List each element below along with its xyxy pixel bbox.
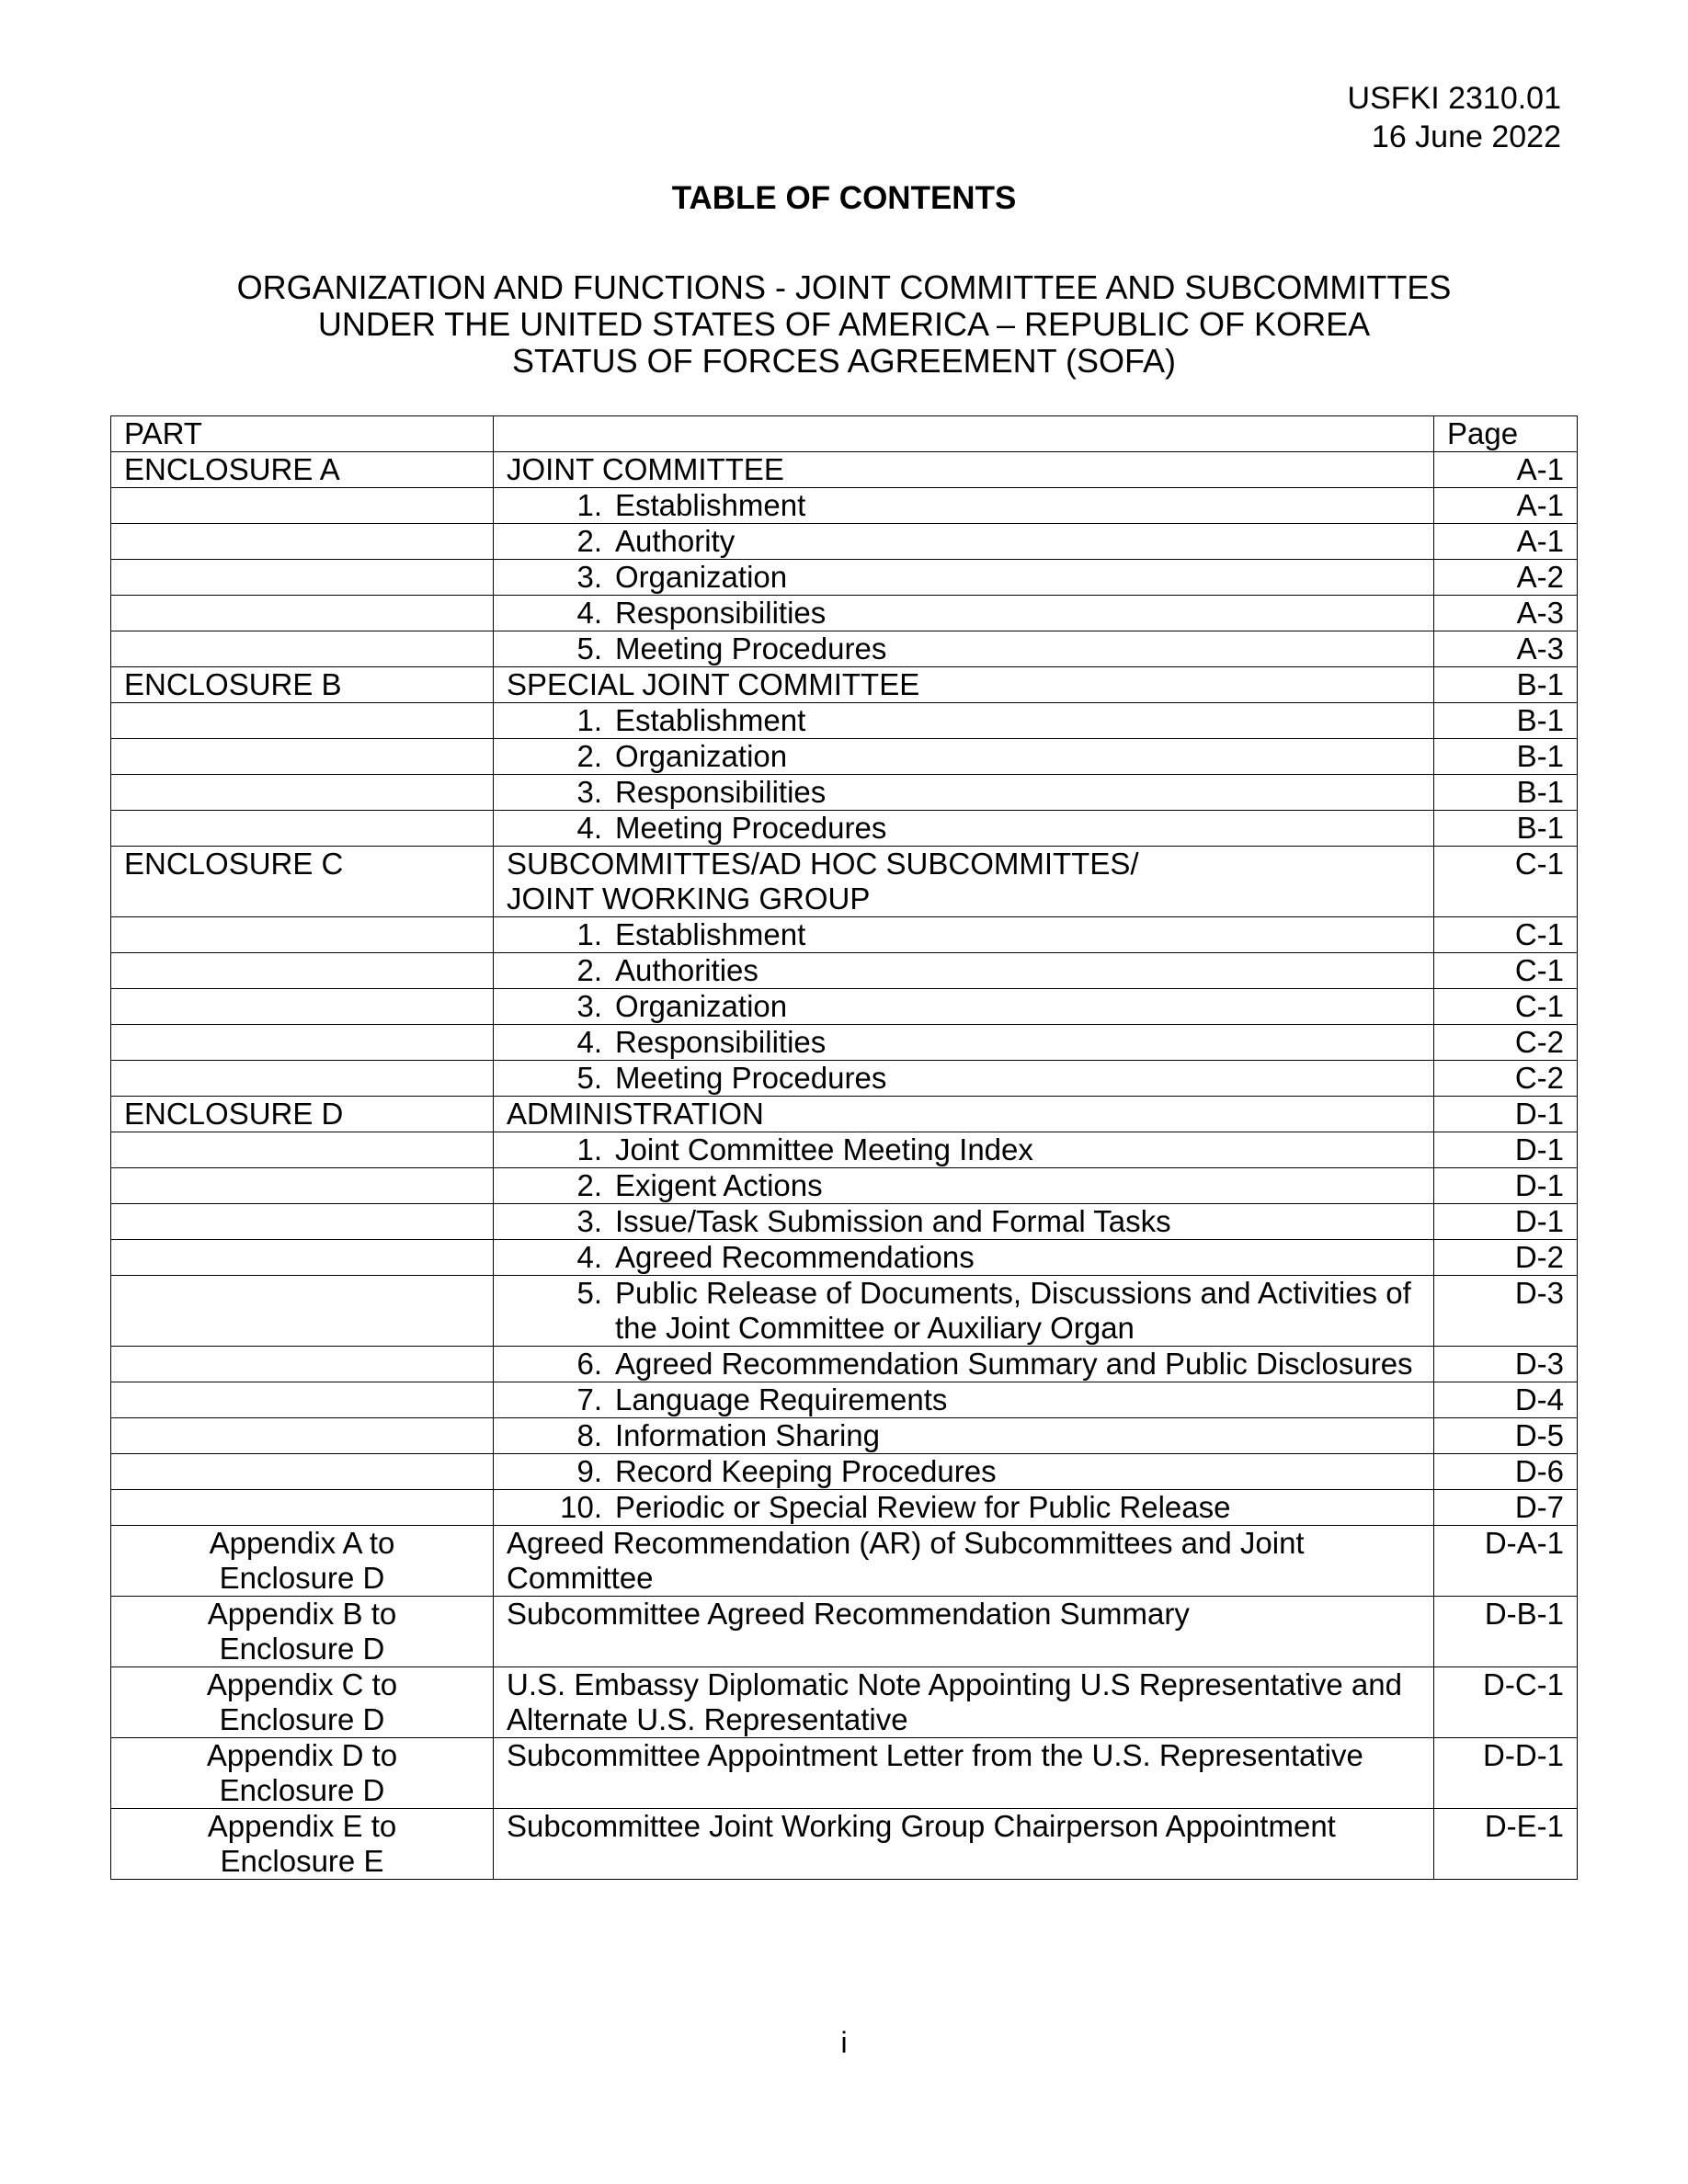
toc-row [111,1738,1578,1809]
item-cell [494,1382,1434,1418]
section-title: SPECIAL JOINT COMMITTEE [507,667,920,701]
item-number: 3. [576,560,602,594]
item-text [615,1025,1420,1060]
item-cell [494,488,1434,524]
page-ref-cell: D-B-1 [1434,1597,1578,1667]
item-text-line: Responsibilities [615,775,827,809]
toc-row [111,1097,1578,1132]
part-cell [111,1025,494,1061]
page-ref-cell: D-7 [1434,1490,1578,1526]
toc-row [111,631,1578,667]
part-label: Enclosure E [220,1844,384,1878]
item-text [615,1382,1420,1417]
part-label: Enclosure D [219,1561,385,1595]
item-text [615,1418,1420,1453]
page-ref-cell: C-2 [1434,1025,1578,1061]
toc-row [111,1061,1578,1097]
section-title: Committee [507,1561,654,1595]
item-cell [494,953,1434,989]
item-cell [494,1667,1434,1738]
item-cell [494,1454,1434,1490]
toc-row [111,1204,1578,1240]
section-title: ADMINISTRATION [507,1097,764,1131]
part-cell [111,560,494,596]
item-text [615,596,1420,631]
item-text [615,1061,1420,1096]
section-title: Subcommittee Appointment Letter from the U.S. Representative [507,1738,1363,1772]
part-cell [111,1276,494,1347]
item-text-line: Responsibilities [615,1025,827,1059]
part-label: Appendix D to [206,1738,398,1772]
item-number: 1. [576,1132,602,1166]
section-title: Agreed Recommendation (AR) of Subcommittees and Joint [507,1526,1305,1560]
toc-row [111,917,1578,953]
item-cell [494,1276,1434,1347]
item-cell [494,1490,1434,1526]
item-cell [494,1526,1434,1597]
part-cell [111,488,494,524]
document-header [1348,79,1561,156]
page-ref-cell: C-1 [1434,953,1578,989]
item-text-line: Agreed Recommendations [615,1240,975,1274]
item-cell [494,989,1434,1025]
item-text [615,703,1420,738]
item-text [615,917,1420,952]
page-ref-cell: D-3 [1434,1347,1578,1382]
item-text-line: Meeting Procedures [615,631,887,665]
part-cell [111,1667,494,1738]
toc-row [111,1347,1578,1382]
item-number: 2. [576,524,602,558]
item-cell [494,1418,1434,1454]
toc-row [111,1667,1578,1738]
item-text-line: Record Keeping Procedures [615,1454,997,1488]
item-cell [494,1347,1434,1382]
item-number: 9. [576,1454,602,1488]
part-cell [111,1240,494,1276]
part-cell [111,1061,494,1097]
item-text-line: Meeting Procedures [615,1061,887,1095]
item-text [615,1240,1420,1275]
part-cell [111,703,494,739]
item-number: 3. [576,775,602,809]
part-cell [111,1418,494,1454]
part-cell: ENCLOSURE C [111,847,494,917]
item-cell [494,1097,1434,1132]
item-text [615,1490,1420,1525]
item-number: 6. [576,1347,602,1381]
page-ref-cell: C-1 [1434,847,1578,917]
page-ref-cell: D-C-1 [1434,1667,1578,1738]
part-cell [111,596,494,631]
part-label: Enclosure D [219,1702,385,1736]
part-cell [111,1490,494,1526]
page-ref-cell: D-6 [1434,1454,1578,1490]
item-text-line: Authorities [615,953,758,987]
part-cell [111,1382,494,1418]
toc-row [111,524,1578,560]
part-cell [111,775,494,811]
toc-row [111,560,1578,596]
item-text-line: Organization [615,560,788,594]
page-ref-cell: A-1 [1434,524,1578,560]
page-ref-cell: C-2 [1434,1061,1578,1097]
item-cell [494,596,1434,631]
page-ref-cell: A-1 [1434,488,1578,524]
toc-row [111,989,1578,1025]
item-cell [494,1204,1434,1240]
toc-row [111,953,1578,989]
toc-row [111,1418,1578,1454]
item-text-line: Organization [615,989,788,1023]
item-cell [494,1132,1434,1168]
item-text-line: Establishment [615,917,806,951]
item-text [615,989,1420,1024]
page-ref-cell: A-1 [1434,452,1578,488]
toc-row [111,1490,1578,1526]
part-label: Appendix E to [207,1809,397,1843]
title-line: UNDER THE UNITED STATES OF AMERICA – REPUBLIC OF KOREA [317,305,1371,343]
toc-heading: TABLE OF CONTENTS [671,180,1017,216]
page-ref-cell: A-3 [1434,596,1578,631]
item-number: 4. [576,811,602,845]
page-ref-cell: C-1 [1434,989,1578,1025]
item-cell [494,1168,1434,1204]
part-cell [111,524,494,560]
part-cell [111,1132,494,1168]
page-ref-cell: D-4 [1434,1382,1578,1418]
page-ref-cell: D-2 [1434,1240,1578,1276]
page-ref-cell: D-1 [1434,1168,1578,1204]
item-cell [494,1597,1434,1667]
section-title: U.S. Embassy Diplomatic Note Appointing U.S Representative and [507,1667,1402,1701]
item-text-line: Language Requirements [615,1382,948,1416]
part-cell [111,1168,494,1204]
item-text [615,1454,1420,1489]
page-number: i [840,2026,848,2059]
section-title: JOINT COMMITTEE [507,452,784,486]
toc-row [111,811,1578,847]
part-label: Appendix C to [206,1667,398,1701]
document-date: 16 June 2022 [1371,119,1561,154]
item-cell [494,811,1434,847]
item-text [615,1132,1420,1167]
toc-row [111,703,1578,739]
item-text [615,739,1420,774]
item-cell [494,917,1434,953]
item-cell [494,560,1434,596]
item-text [615,631,1420,666]
item-number: 3. [576,989,602,1023]
title-line: STATUS OF FORCES AGREEMENT (SOFA) [511,342,1177,380]
item-cell [494,1738,1434,1809]
item-text-line: Establishment [615,703,806,737]
item-number: 5. [576,631,602,665]
page-column-header: Page [1434,416,1578,452]
item-number: 1. [576,488,602,522]
item-number: 3. [576,1204,602,1238]
toc-row [111,488,1578,524]
toc-row [111,1382,1578,1418]
toc-row [111,1454,1578,1490]
part-cell [111,917,494,953]
part-cell: ENCLOSURE B [111,667,494,703]
item-cell [494,775,1434,811]
toc-row [111,775,1578,811]
part-cell [111,1809,494,1880]
toc-row [111,452,1578,488]
page-ref-cell: D-5 [1434,1418,1578,1454]
part-cell [111,1347,494,1382]
part-label: Appendix A to [209,1526,395,1560]
part-label: Enclosure D [219,1632,385,1666]
toc-header-row [111,416,1578,452]
part-label: Appendix B to [207,1597,397,1631]
item-column-header [494,416,1434,452]
item-text-line: Information Sharing [615,1418,880,1452]
item-number: 1. [576,703,602,737]
page-ref-cell: A-3 [1434,631,1578,667]
page-ref-cell: A-2 [1434,560,1578,596]
item-text-line: Public Release of Documents, Discussions and Activities of [615,1276,1411,1310]
document-id: USFKI 2310.01 [1347,81,1561,116]
item-text-line: Establishment [615,488,806,522]
document-title [0,269,1688,380]
item-number: 10. [560,1490,602,1524]
section-title: Subcommittee Joint Working Group Chairperson Appointment [507,1809,1336,1843]
part-cell [111,1597,494,1667]
item-number: 5. [576,1276,602,1310]
item-text-line: Organization [615,739,788,773]
part-cell [111,1738,494,1809]
item-cell [494,703,1434,739]
item-number: 4. [576,596,602,630]
part-cell [111,631,494,667]
item-cell [494,524,1434,560]
part-cell [111,953,494,989]
toc-row [111,1240,1578,1276]
item-cell [494,739,1434,775]
page-ref-cell: D-D-1 [1434,1738,1578,1809]
item-text-line: Exigent Actions [615,1168,823,1202]
item-cell [494,1025,1434,1061]
part-cell [111,1454,494,1490]
page-ref-cell: D-A-1 [1434,1526,1578,1597]
item-text-line: Meeting Procedures [615,811,887,845]
item-text [615,524,1420,559]
part-label: Enclosure D [219,1773,385,1807]
item-text [615,1276,1420,1346]
item-number: 1. [576,917,602,951]
item-number: 8. [576,1418,602,1452]
page-ref-cell: C-1 [1434,917,1578,953]
item-text-line: the Joint Committee or Auxiliary Organ [615,1311,1135,1345]
part-cell [111,1204,494,1240]
item-text-line: Authority [615,524,736,558]
page-ref-cell: D-E-1 [1434,1809,1578,1880]
toc-row [111,596,1578,631]
section-title: SUBCOMMITTES/AD HOC SUBCOMMITTES/ [507,847,1139,881]
item-text [615,1168,1420,1203]
item-cell [494,1240,1434,1276]
item-cell [494,452,1434,488]
toc-row [111,1526,1578,1597]
item-text-line: Periodic or Special Review for Public Release [615,1490,1231,1524]
toc-row [111,1809,1578,1880]
page-ref-cell: B-1 [1434,775,1578,811]
item-number: 2. [576,953,602,987]
part-cell [111,989,494,1025]
item-number: 2. [576,739,602,773]
item-cell [494,631,1434,667]
item-text [615,1204,1420,1239]
section-title: Subcommittee Agreed Recommendation Summary [507,1597,1190,1631]
toc-row [111,1276,1578,1347]
toc-row [111,1132,1578,1168]
item-text [615,560,1420,595]
page-ref-cell: D-1 [1434,1132,1578,1168]
part-column-header: PART [111,416,494,452]
item-number: 2. [576,1168,602,1202]
item-text [615,1347,1420,1382]
toc-table [110,415,1578,1880]
item-cell [494,1809,1434,1880]
toc-row [111,667,1578,703]
toc-row [111,1168,1578,1204]
item-number: 4. [576,1240,602,1274]
toc-row [111,1025,1578,1061]
item-number: 5. [576,1061,602,1095]
item-text-line: Issue/Task Submission and Formal Tasks [615,1204,1171,1238]
page-ref-cell: D-1 [1434,1097,1578,1132]
item-text-line: Agreed Recommendation Summary and Public Disclosures [615,1347,1413,1381]
section-title: Alternate U.S. Representative [507,1702,908,1736]
title-line: ORGANIZATION AND FUNCTIONS - JOINT COMMITTEE AND SUBCOMMITTES [236,268,1452,306]
part-cell [111,1526,494,1597]
page-ref-cell: B-1 [1434,703,1578,739]
toc-row [111,739,1578,775]
part-cell [111,739,494,775]
section-title: JOINT WORKING GROUP [507,882,871,916]
item-cell [494,667,1434,703]
item-text [615,775,1420,810]
item-text-line: Joint Committee Meeting Index [615,1132,1033,1166]
page-ref-cell: D-1 [1434,1204,1578,1240]
item-cell [494,1061,1434,1097]
page-ref-cell: B-1 [1434,739,1578,775]
part-cell: ENCLOSURE A [111,452,494,488]
item-text [615,953,1420,988]
item-number: 7. [576,1382,602,1416]
item-text [615,488,1420,523]
item-number: 4. [576,1025,602,1059]
page-ref-cell: B-1 [1434,667,1578,703]
item-cell [494,847,1434,917]
toc-row [111,1597,1578,1667]
part-cell: ENCLOSURE D [111,1097,494,1132]
page-ref-cell: B-1 [1434,811,1578,847]
item-text [615,811,1420,846]
item-text-line: Responsibilities [615,596,827,630]
toc-row [111,847,1578,917]
part-cell [111,811,494,847]
page-ref-cell: D-3 [1434,1276,1578,1347]
